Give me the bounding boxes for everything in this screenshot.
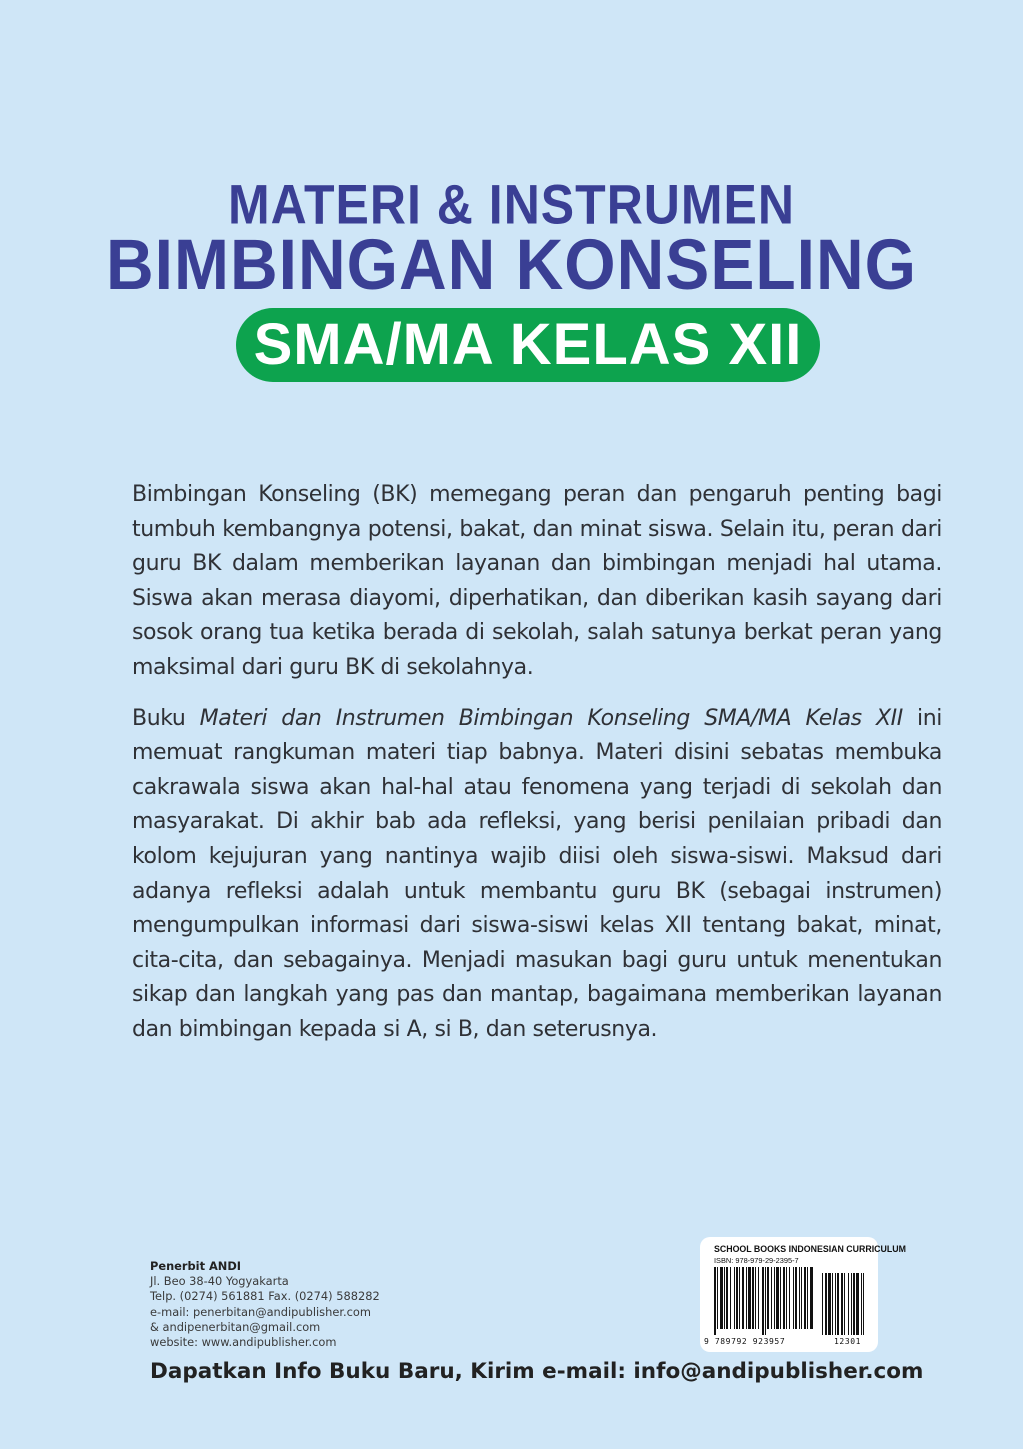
barcode-bar [774, 1267, 775, 1329]
barcode-addon-bar [851, 1273, 852, 1335]
barcode-addon-bar [853, 1273, 855, 1335]
barcode-bar [799, 1267, 800, 1329]
barcode-addon-bar [863, 1273, 864, 1335]
barcode-bar [752, 1267, 754, 1329]
barcode-bar [771, 1267, 772, 1329]
publisher-info [150, 1259, 450, 1350]
barcode-addon-bar [828, 1273, 831, 1335]
book-title-italic: Materi dan Instrumen Bimbingan Konseling SMA/MA Kelas XII [199, 705, 903, 731]
barcode-addon-bar [848, 1273, 849, 1335]
barcode-bar [746, 1267, 747, 1329]
barcode-addon-bar [841, 1273, 843, 1335]
blurb-p2-prefix: Buku [132, 705, 200, 731]
class-badge: SMA/MA KELAS XII [236, 308, 820, 382]
barcode-bar [755, 1267, 756, 1329]
blurb-paragraph-2 [132, 702, 942, 1048]
barcode-bar [724, 1267, 725, 1329]
barcode-addon-bar [844, 1273, 845, 1335]
barcode-bar [793, 1267, 794, 1329]
barcode-addon-bar [856, 1273, 859, 1335]
barcode-bar [717, 1267, 718, 1329]
blurb-paragraph-1: Bimbingan Konseling (BK) memegang peran dan pengaruh penting bagi tumbuh kembangnya potensi, bakat, dan minat siswa. Selain itu, peran dari guru BK dalam memberikan layanan dan bimbingan menjadi hal utama. Siswa akan merasa diayomi, diperhatikan, dan diberikan kasih sayang dari sosok orang tua ketika berada di sekolah, salah satunya berkat peran yang maksimal dari guru BK di sekolahnya. [132, 482, 942, 680]
barcode-bar [748, 1267, 751, 1329]
barcode-bar [720, 1267, 723, 1329]
barcode-bar [714, 1267, 716, 1335]
barcode-bar [780, 1267, 781, 1329]
barcode-header: SCHOOL BOOKS INDONESIAN CURRICULUM [714, 1244, 906, 1254]
barcode-bar [795, 1267, 797, 1329]
barcode-bar [783, 1267, 785, 1329]
barcode-bar [730, 1267, 731, 1329]
publisher-email-2: & andipenerbitan@gmail.com [150, 1319, 321, 1334]
barcode-addon-bar [861, 1273, 862, 1335]
barcode-bar [801, 1267, 802, 1329]
footer-promo: Dapatkan Info Buku Baru, Kirim e-mail: info@andipublisher.com [150, 1359, 924, 1384]
barcode-bar [736, 1267, 738, 1329]
barcode-bar [734, 1267, 735, 1329]
barcode-box [700, 1237, 906, 1352]
title-line-1: MATERI & INSTRUMEN [227, 173, 796, 236]
barcode-addon-bar [822, 1273, 823, 1335]
publisher-website: website: www.andipublisher.com [150, 1335, 337, 1350]
barcode-addon-bar [837, 1273, 839, 1335]
publisher-address: Jl. Beo 38-40 Yogyakarta [150, 1274, 289, 1289]
barcode-bar [789, 1267, 790, 1329]
barcode-bar [776, 1267, 779, 1329]
blurb [132, 478, 942, 1064]
barcode-bar [726, 1267, 728, 1329]
barcode-bar [742, 1267, 744, 1329]
barcode-graphic [714, 1267, 866, 1337]
barcode-bar [810, 1267, 813, 1329]
barcode-addon-bar [825, 1273, 827, 1335]
publisher-email-1: e-mail: penerbitan@andipublisher.com [150, 1304, 371, 1319]
barcode-bar [739, 1267, 740, 1329]
barcode-digits: 9 789792 923957 [704, 1337, 786, 1346]
barcode-addon: 12301 [834, 1337, 862, 1346]
barcode-bar [804, 1267, 806, 1329]
blurb-p2-rest: ini memuat rangkuman materi tiap babnya. Materi disini sebatas membuka cakrawala siswa akan hal-hal atau fenomena yang terjadi di sekolah dan masyarakat. Di akhir bab ada refleksi, yang berisi penilaian pribadi dan kolom kejujuran yang nantinya wajib diisi oleh siswa-siswi. Maksud dari adanya refleksi adalah untuk membantu guru BK (sebagai instrumen) mengumpulkan informasi dari siswa-siswi kelas XII tentang bakat, minat, cita-cita, dan sebagainya. Menjadi masukan bagi guru untuk menentukan sikap dan langkah yang pas dan mantap, bagaimana memberikan layanan dan bimbingan kepada si A, si B, dan seterusnya. [132, 705, 942, 1042]
barcode-bar [765, 1267, 766, 1335]
barcode-bar [762, 1267, 764, 1335]
barcode-addon-bar [832, 1273, 833, 1335]
isbn-text: ISBN: 978-979-29-2395-7 [714, 1256, 799, 1265]
publisher-phone: Telp. (0274) 561881 Fax. (0274) 588282 [150, 1289, 380, 1304]
barcode-bar [786, 1267, 787, 1329]
title-line-2: BIMBINGAN KONSELING [106, 224, 917, 304]
barcode-bar [807, 1267, 808, 1329]
publisher-name: Penerbit ANDI [150, 1259, 242, 1273]
barcode-bar [758, 1267, 759, 1329]
barcode-bar [767, 1267, 769, 1329]
barcode-addon-bar [835, 1273, 836, 1335]
